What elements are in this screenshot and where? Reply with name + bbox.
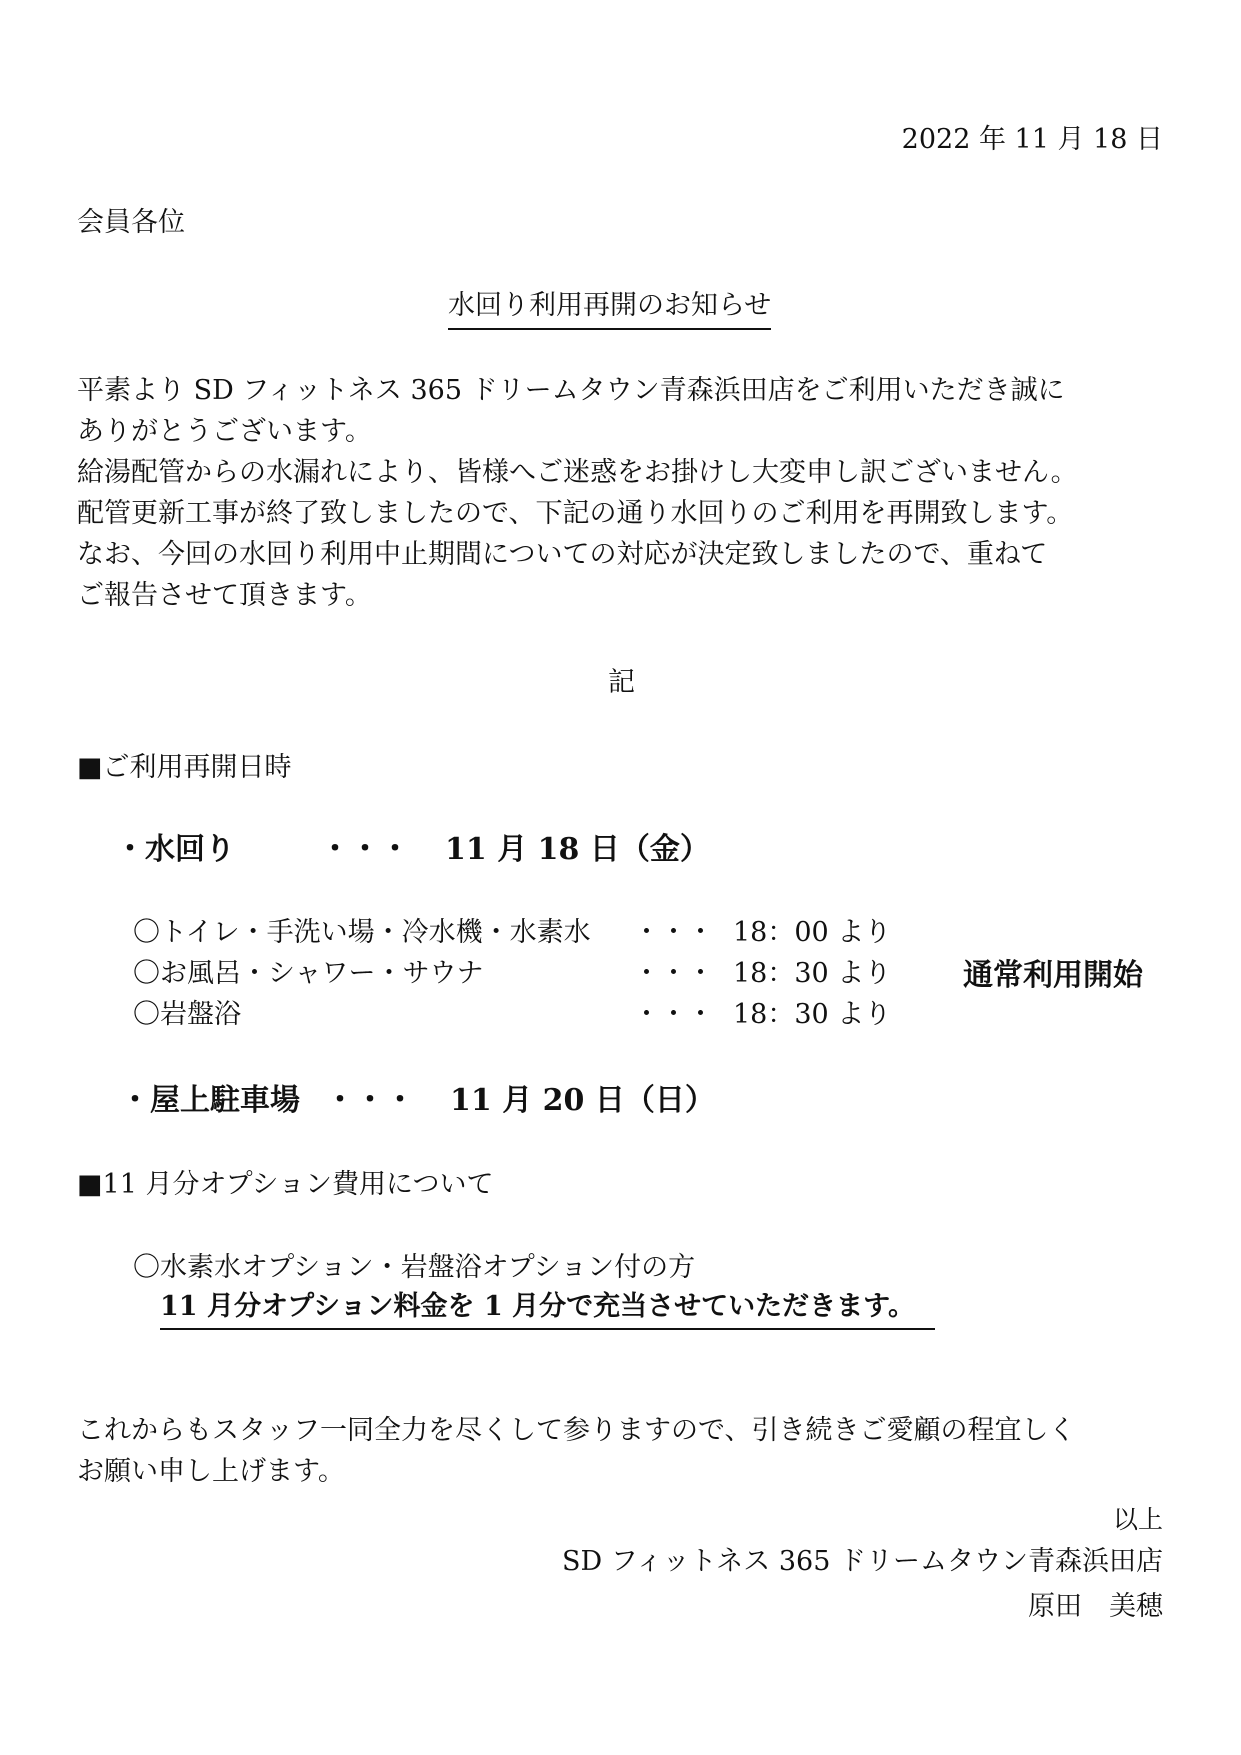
closing-line: お願い申し上げます。 [77,1456,345,1487]
ijou-marker: 以上 [1112,1505,1163,1534]
section-heading-option: ■11 月分オプション費用について [77,1169,494,1200]
service-time: 18：30 より [733,958,892,989]
service-name: 〇お風呂・シャワー・サウナ [133,958,484,989]
service-time: 18：30 より [733,999,892,1030]
document-date: 2022 年 11 月 18 日 [901,124,1163,155]
closing-line: これからもスタッフ一同全力を尽くして参りますので、引き続きご愛顧の程宜しく [77,1415,1076,1446]
closing-paragraph [77,1410,1075,1492]
water-dots: ・・・ [320,832,410,867]
body-line: なお、今回の水回り利用中止期間についての対応が決定致しましたので、重ねて [77,539,1048,570]
service-dots: ・・・ [633,958,714,989]
service-name: 〇トイレ・手洗い場・冷水機・水素水 [133,917,591,948]
parking-date: 11 月 20 日（日） [450,1083,715,1118]
water-label: ・水回り [115,832,235,867]
salutation: 会員各位 [77,207,185,238]
parking-label: ・屋上駐車場 [120,1083,300,1118]
option-note: 11 月分オプション料金を 1 月分で充当させていただきます。 [160,1287,935,1330]
service-time: 18：00 より [733,917,892,948]
store-name: SD フィットネス 365 ドリームタウン青森浜田店 [562,1546,1163,1577]
service-dots: ・・・ [633,917,714,948]
normal-use-tag: 通常利用開始 [963,958,1143,993]
body-line: 平素より SD フィットネス 365 ドリームタウン青森浜田店をご利用いただき誠に [77,375,1065,406]
section-heading-reopen: ■ご利用再開日時 [77,752,292,783]
body-line: ご報告させて頂きます。 [77,580,372,611]
service-dots: ・・・ [633,999,714,1030]
ki-marker: 記 [608,667,635,698]
body-paragraph [77,370,1078,616]
body-line: ありがとうございます。 [77,416,372,447]
body-line: 給湯配管からの水漏れにより、皆様へご迷惑をお掛けし大変申し訳ございません。 [77,457,1078,488]
body-line: 配管更新工事が終了致しましたので、下記の通り水回りのご利用を再開致します。 [77,498,1074,529]
water-date: 11 月 18 日（金） [445,832,710,867]
service-name: 〇岩盤浴 [133,999,241,1030]
person-name: 原田 美穂 [1028,1591,1163,1622]
parking-dots: ・・・ [325,1083,415,1118]
option-line: 〇水素水オプション・岩盤浴オプション付の方 [133,1252,696,1283]
document-title: 水回り利用再開のお知らせ [448,286,771,330]
